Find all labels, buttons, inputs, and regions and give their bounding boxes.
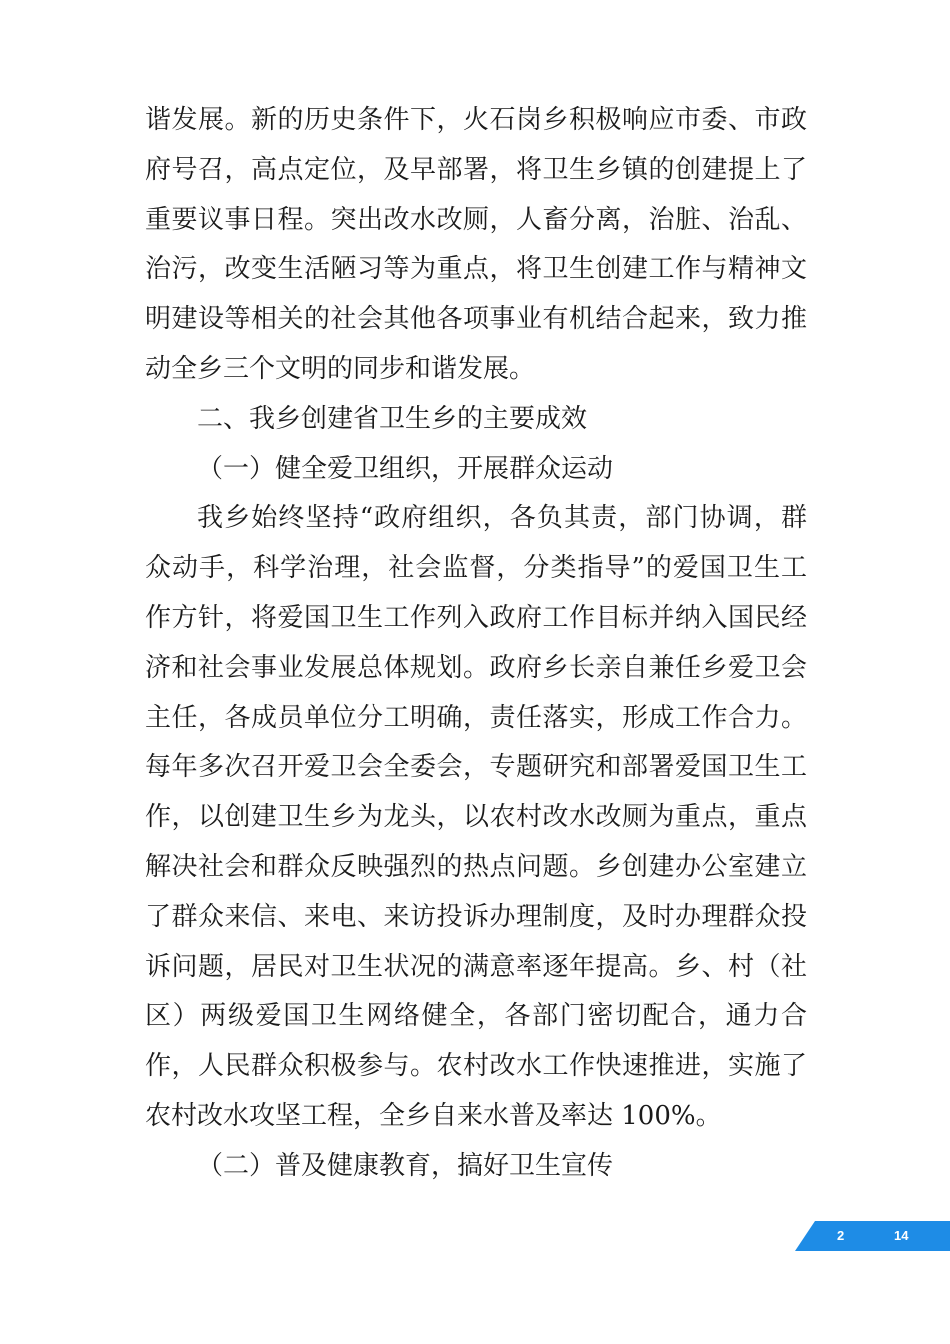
document-body <box>145 96 807 1192</box>
total-page-count: 14 <box>894 1228 909 1243</box>
current-page-number: 2 <box>837 1228 845 1243</box>
subsection-heading: （二）普及健康教育，搞好卫生宣传 <box>197 1150 614 1181</box>
page-number-footer <box>795 1221 950 1251</box>
paragraph-continuation: 谐发展。新的历史条件下，火石岗乡积极响应市委、市政府号召，高点定位，及早部署，将卫生乡镇的创建提上了重要议事日程。突出改水改厕，人畜分离，治脏、治乱、治污，改变生活陋习等为重点，将卫生创建工作与精神文明建设等相关的社会其他各项事业有机结合起来，致力推动全乡三个文明的同步和谐发展。 <box>145 105 807 384</box>
subsection-heading: （一）健全爱卫组织，开展群众运动 <box>197 453 614 484</box>
footer-banner-shape <box>795 1221 950 1251</box>
section-heading: 二、我乡创建省卫生乡的主要成效 <box>197 403 588 434</box>
body-paragraph: 我乡始终坚持“政府组织，各负其责，部门协调，群众动手，科学治理，社会监督，分类指导”的爱国卫生工作方针，将爱国卫生工作列入政府工作目标并纳入国民经济和社会事业发展总体规划。政府乡长亲自兼任乡爱卫会主任，各成员单位分工明确，责任落实，形成工作合力。每年多次召开爱卫会全委会，专题研究和部署爱国卫生工作，以创建卫生乡为龙头，以农村改水改厕为重点，重点解决社会和群众反映强烈的热点问题。乡创建办公室建立了群众来信、来电、来访投诉办理制度，及时办理群众投诉问题，居民对卫生状况的满意率逐年提高。乡、村（社区）两级爱国卫生网络健全，各部门密切配合，通力合作，人民群众积极参与。农村改水工作快速推进，实施了农村改水攻坚工程，全乡自来水普及率达 100%。 <box>145 503 807 1131</box>
